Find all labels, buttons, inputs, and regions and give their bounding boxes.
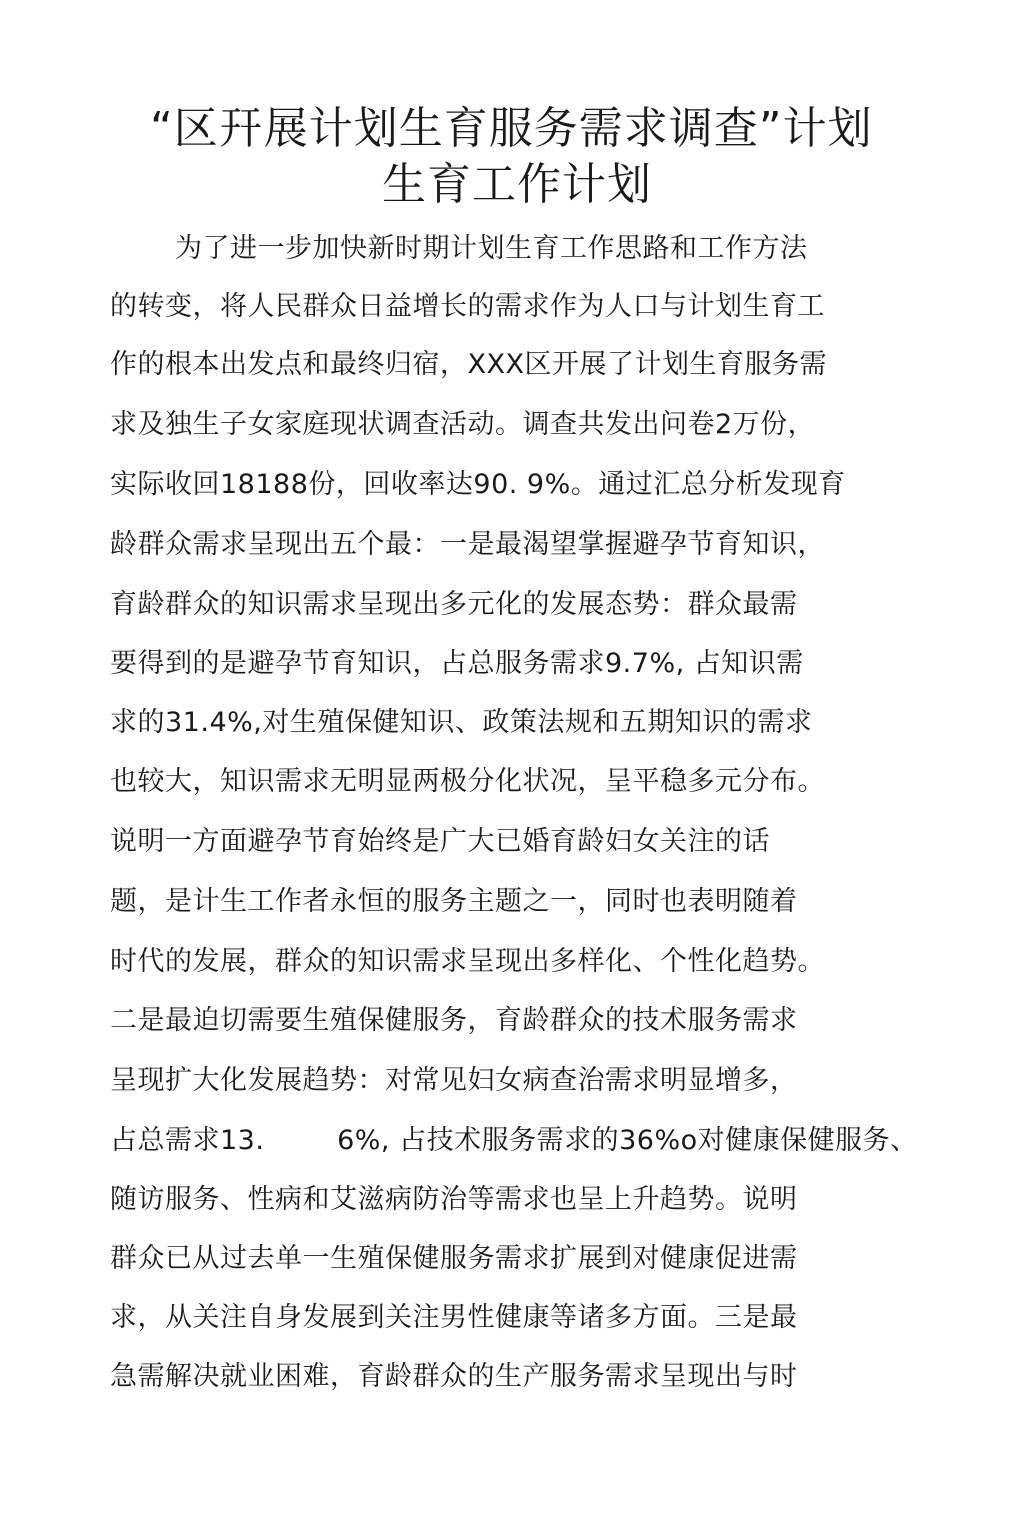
body-line: 急需解决就业困难，育龄群众的生产服务需求呈现出与时 xyxy=(110,1361,798,1392)
body-line: 群众已从过去单一生殖保健服务需求扩展到对健康促进需 xyxy=(110,1243,798,1274)
body-line: 龄群众需求呈现出五个最：一是最渴望掌握避孕节育知识， xyxy=(110,529,825,560)
document-title-line-1: “区幵展计划生育服务需求调查”计划 xyxy=(150,103,873,154)
document-title-line-2: 生育工作计划 xyxy=(382,159,652,210)
body-line: 占总需求13. 6%, 占技术服务需求的36%o对健康保健服务、 xyxy=(110,1125,918,1156)
body-line: 育龄群众的知识需求呈现出多元化的发展态势：群众最需 xyxy=(110,589,798,620)
body-line: 二是最迫切需要生殖保健服务，育龄群众的技术服务需求 xyxy=(110,1005,798,1036)
body-line: 实际收回18188份，回收率达90. 9%。通过汇总分析发现育 xyxy=(110,469,846,500)
body-line: 说明一方面避孕节育始终是广大已婚育龄妇女关注的话 xyxy=(110,826,770,857)
body-line: 随访服务、性病和艾滋病防治等需求也呈上升趋势。说明 xyxy=(110,1184,798,1215)
body-line: 作的根本出发点和最终归宿，XXX区开展了计划生育服务需 xyxy=(110,349,827,380)
body-line: 的转变，将人民群众日益增长的需求作为人口与计划生育工 xyxy=(110,291,825,322)
body-line: 求，从关注自身发展到关注男性健康等诸多方面。三是最 xyxy=(110,1302,798,1333)
body-line: 要得到的是避孕节育知识，占总服务需求9.7%, 占知识需 xyxy=(110,648,804,679)
body-line: 也较大，知识需求无明显两极分化状况，呈平稳多元分布。 xyxy=(110,766,825,797)
body-line: 时代的发展，群众的知识需求呈现出多样化、个性化趋势。 xyxy=(110,946,825,977)
body-line: 题，是计生工作者永恒的服务主题之一，同时也表明随着 xyxy=(110,886,798,917)
body-line: 求的31.4%,对生殖保健知识、政策法规和五期知识的需求 xyxy=(110,707,813,738)
body-line: 呈现扩大化发展趋势：对常见妇女病查治需求明显增多， xyxy=(110,1065,798,1096)
body-line: 求及独生子女家庭现状调查活动。调查共发出问卷2万份， xyxy=(110,409,816,440)
body-line: 为了进一步加快新时期计划生育工作思路和工作方法 xyxy=(175,233,808,264)
